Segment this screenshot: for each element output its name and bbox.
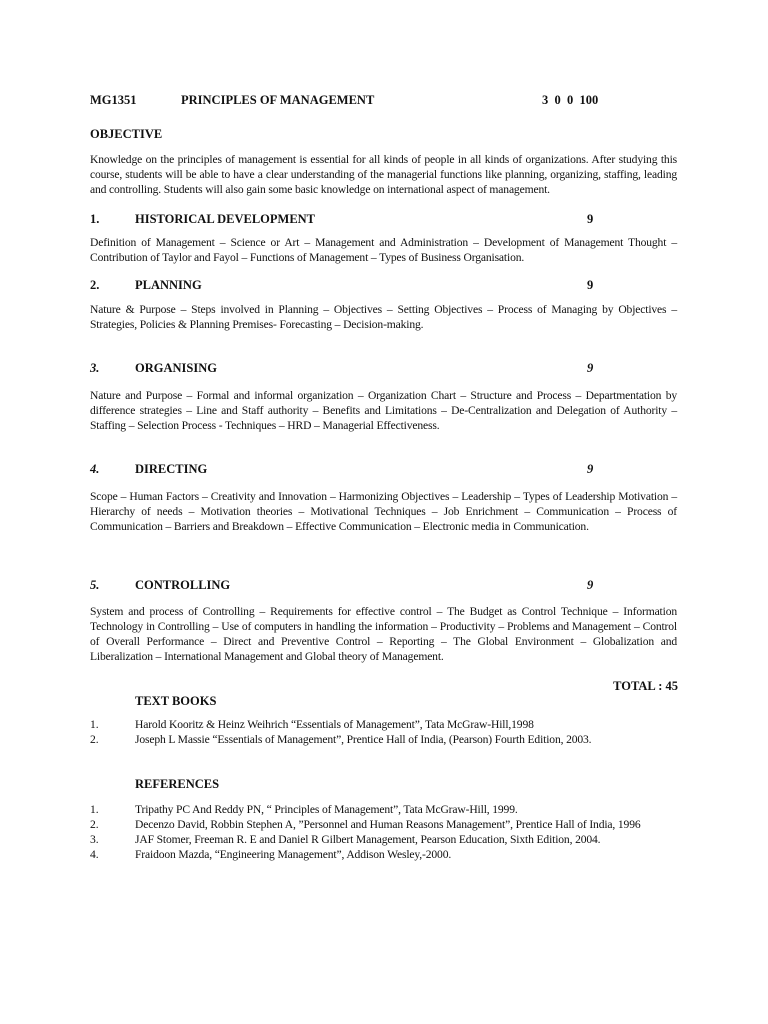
unit-3-title: ORGANISING [135,361,217,375]
unit-3-text: Nature and Purpose – Formal and informal organization – Organization Chart – Structure and Process – Departmentation by difference strategies – Line and Staff authority – Benefits and Limitations – De-Centralization and Delegation of Authority – Staffing – Selection Process - Techniques – HRD – Managerial Effectiveness. [90,389,677,432]
unit-4-number: 4. [90,462,100,476]
course-code: MG1351 [90,93,137,107]
objective-text: Knowledge on the principles of management is essential for all kinds of people in all kinds of organizations. After studying this course, students will be able to have a clear understanding of the managerial functions like planning, organizing, staffing, leading and controlling. Students will also gain some basic knowledge on international aspect of management. [90,153,677,196]
list-item-number: 4. [90,848,99,861]
unit-2-number: 2. [90,278,100,292]
unit-1-text: Definition of Management – Science or Art – Management and Administration – Development of Management Thought – Contribution of Taylor and Fayol – Functions of Management – Types of Business Organisation. [90,236,677,264]
unit-2-title: PLANNING [135,278,202,292]
list-item-number: 3. [90,833,99,846]
list-item-number: 2. [90,733,99,746]
unit-5-number: 5. [90,578,100,592]
objective-heading: OBJECTIVE [90,127,163,141]
list-item [90,817,680,832]
references-heading: REFERENCES [135,777,220,791]
list-item-text: Tripathy PC And Reddy PN, “ Principles of Management”, Tata McGraw-Hill, 1999. [135,803,518,816]
unit-4-text: Scope – Human Factors – Creativity and Innovation – Harmonizing Objectives – Leadership – Types of Leadership Motivation – Hierarchy of needs – Motivation theories – Motivational Techniques – Job Enrichment – Communication – Process of Communication – Barriers and Breakdown – Effective Communication – Electronic media in Communication. [90,490,677,533]
unit-1-number: 1. [90,212,100,226]
list-item-text: Fraidoon Mazda, “Engineering Management”, Addison Wesley,-2000. [135,848,452,861]
unit-5-text: System and process of Controlling – Requirements for effective control – The Budget as Control Technique – Information Technology in Controlling – Use of computers in handling the information – Productivity – Problems and Management – Control of Overall Performance – Direct and Preventive Control – Reporting – The Global Environment – Globalization and Liberalization – International Management and Global theory of Management. [90,605,677,663]
list-item-text: JAF Stomer, Freeman R. E and Daniel R Gilbert Management, Pearson Education, Sixth Edition, 2004. [135,833,601,846]
unit-3-number: 3. [90,361,100,375]
unit-2-text: Nature & Purpose – Steps involved in Planning – Objectives – Setting Objectives – Process of Managing by Objectives – Strategies, Policies & Planning Premises- Forecasting – Decision-making. [90,303,677,331]
textbooks-list [90,717,680,747]
total-hours: TOTAL : 45 [613,679,678,693]
unit-5-hours: 9 [587,578,594,592]
unit-1-title: HISTORICAL DEVELOPMENT [135,212,316,226]
list-item-number: 1. [90,803,99,816]
textbooks-heading: TEXT BOOKS [135,694,217,708]
list-item-text: Joseph L Massie “Essentials of Management”, Prentice Hall of India, (Pearson) Fourth Edition, 2003. [135,733,592,746]
unit-3-hours: 9 [587,361,594,375]
course-title: PRINCIPLES OF MANAGEMENT [181,93,375,107]
unit-4-hours: 9 [587,462,594,476]
list-item-number: 1. [90,718,99,731]
unit-4-title: DIRECTING [135,462,208,476]
unit-1-hours: 9 [587,212,594,226]
list-item [90,802,680,817]
list-item-number: 2. [90,818,99,831]
list-item [90,832,680,847]
course-credits: 3 0 0 100 [542,93,599,107]
unit-5-title: CONTROLLING [135,578,231,592]
references-list [90,802,680,862]
unit-2-hours: 9 [587,278,594,292]
list-item [90,847,680,862]
list-item-text: Harold Kooritz & Heinz Weihrich “Essentials of Management”, Tata McGraw-Hill,1998 [135,718,534,731]
list-item [90,732,680,747]
list-item-text: Decenzo David, Robbin Stephen A, ”Personnel and Human Reasons Management”, Prentice Hall of India, 1996 [135,818,641,831]
list-item [90,717,680,732]
